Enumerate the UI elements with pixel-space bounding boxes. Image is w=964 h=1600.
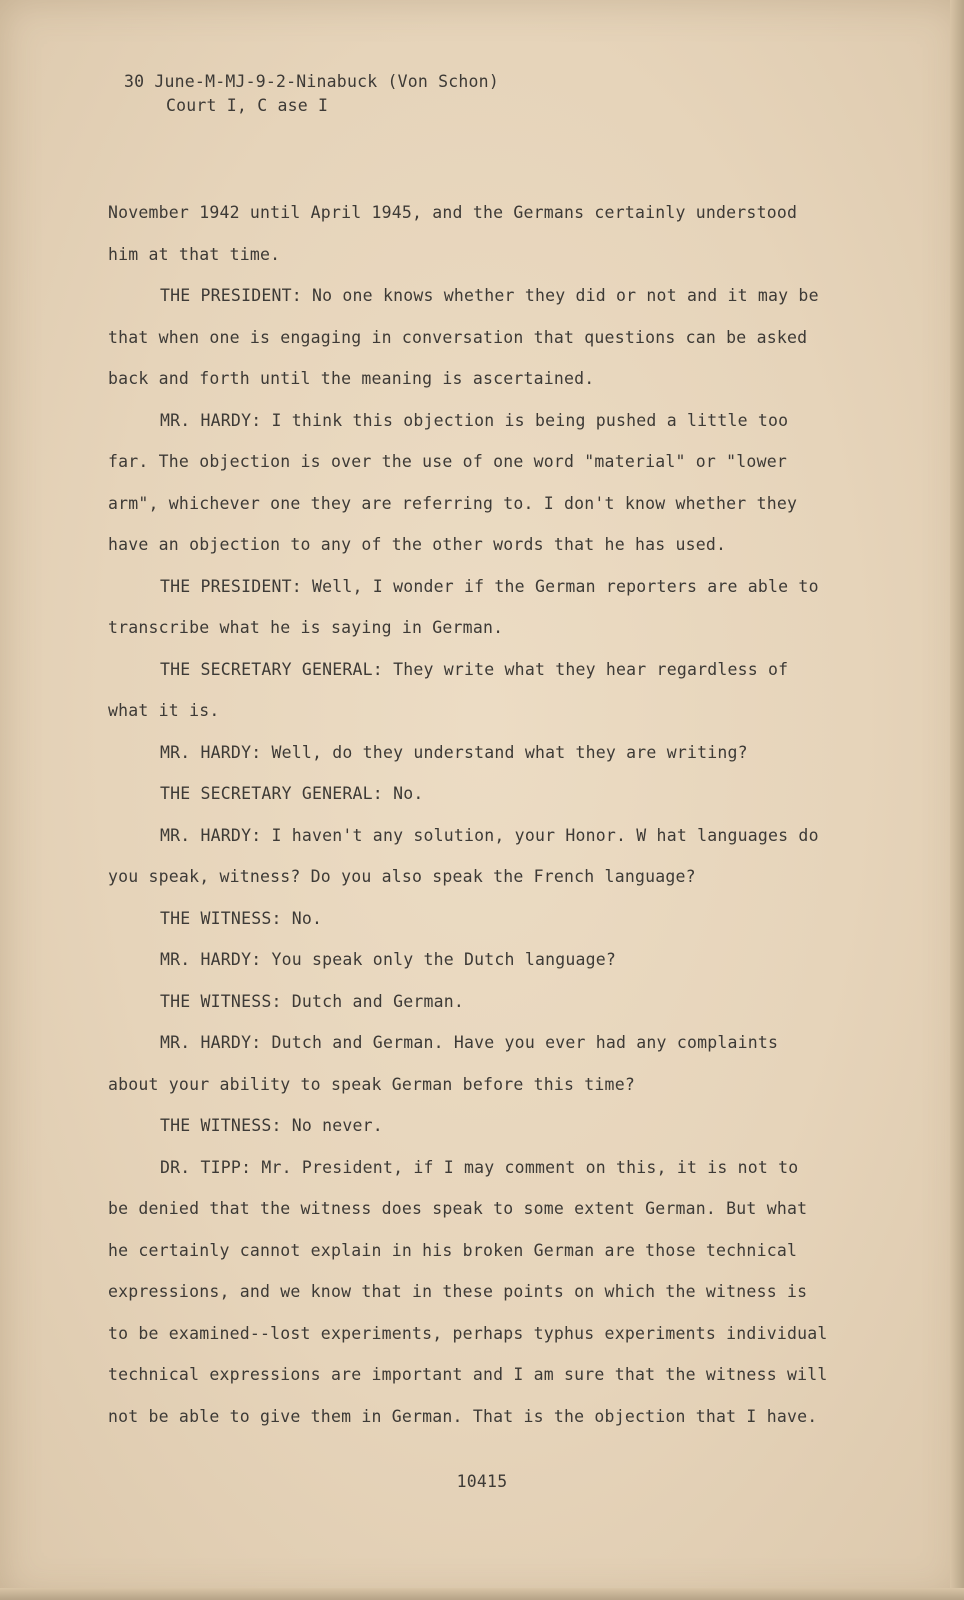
header-date-line: 30 June-M-MJ-9-2-Ninabuck (Von Schon) xyxy=(124,72,499,91)
page-edge-right xyxy=(950,0,964,1600)
page-edge-bottom xyxy=(0,1588,964,1600)
transcript-paragraph: THE WITNESS: No never. xyxy=(160,1116,383,1135)
transcript-paragraph: MR. HARDY: I think this objection is being pushed a little too far. The objection is over the use of one word "material" or "lower arm", whichever one they are referring to. I don't know whether they have an objection to any of the other words that he has used. xyxy=(108,410,798,554)
transcript-paragraph: THE WITNESS: Dutch and German. xyxy=(160,991,465,1011)
page-number: 10415 xyxy=(456,1472,508,1491)
transcript-paragraph: MR. HARDY: Well, do they understand what they are writing? xyxy=(160,742,748,762)
transcript-paragraph: THE SECRETARY GENERAL: No. xyxy=(160,784,424,803)
transcript-paragraph: THE PRESIDENT: Well, I wonder if the German reporters are able to transcribe what he is saying in German. xyxy=(108,576,819,637)
transcript-paragraph: THE PRESIDENT: No one knows whether they did or not and it may be that when one is engaging in conversation that questions can be asked back and forth until the meaning is ascertained. xyxy=(108,286,819,388)
transcript-paragraph: November 1942 until April 1945, and the Germans certainly understood him at that time. xyxy=(108,203,798,264)
transcript-paragraph: MR. HARDY: Dutch and German. Have you ever had any complaints about your ability to speak German before this time? xyxy=(108,1033,779,1094)
transcript-body xyxy=(108,192,828,1437)
transcript-paragraph: MR. HARDY: I haven't any solution, your Honor. W hat languages do you speak, witness? Do you also speak the French language? xyxy=(108,825,819,886)
transcript-paragraph: DR. TIPP: Mr. President, if I may comment on this, it is not to be denied that the witness does speak to some extent German. But what he certainly cannot explain in his broken German are those technical expressions, and we know that in these points on which the witness is to be examined--lost experiments, perhaps typhus experiments individual technical expressions are important and I am sure that the witness will not be able to give them in German. That is the objection that I have. xyxy=(108,1157,828,1426)
header-court-line: Court I, C ase I xyxy=(166,96,329,115)
transcript-paragraph: THE WITNESS: No. xyxy=(160,908,323,928)
transcript-paragraph: THE SECRETARY GENERAL: They write what they hear regardless of what it is. xyxy=(108,659,789,720)
transcript-paragraph: MR. HARDY: You speak only the Dutch language? xyxy=(160,950,617,969)
document-header xyxy=(124,70,499,118)
